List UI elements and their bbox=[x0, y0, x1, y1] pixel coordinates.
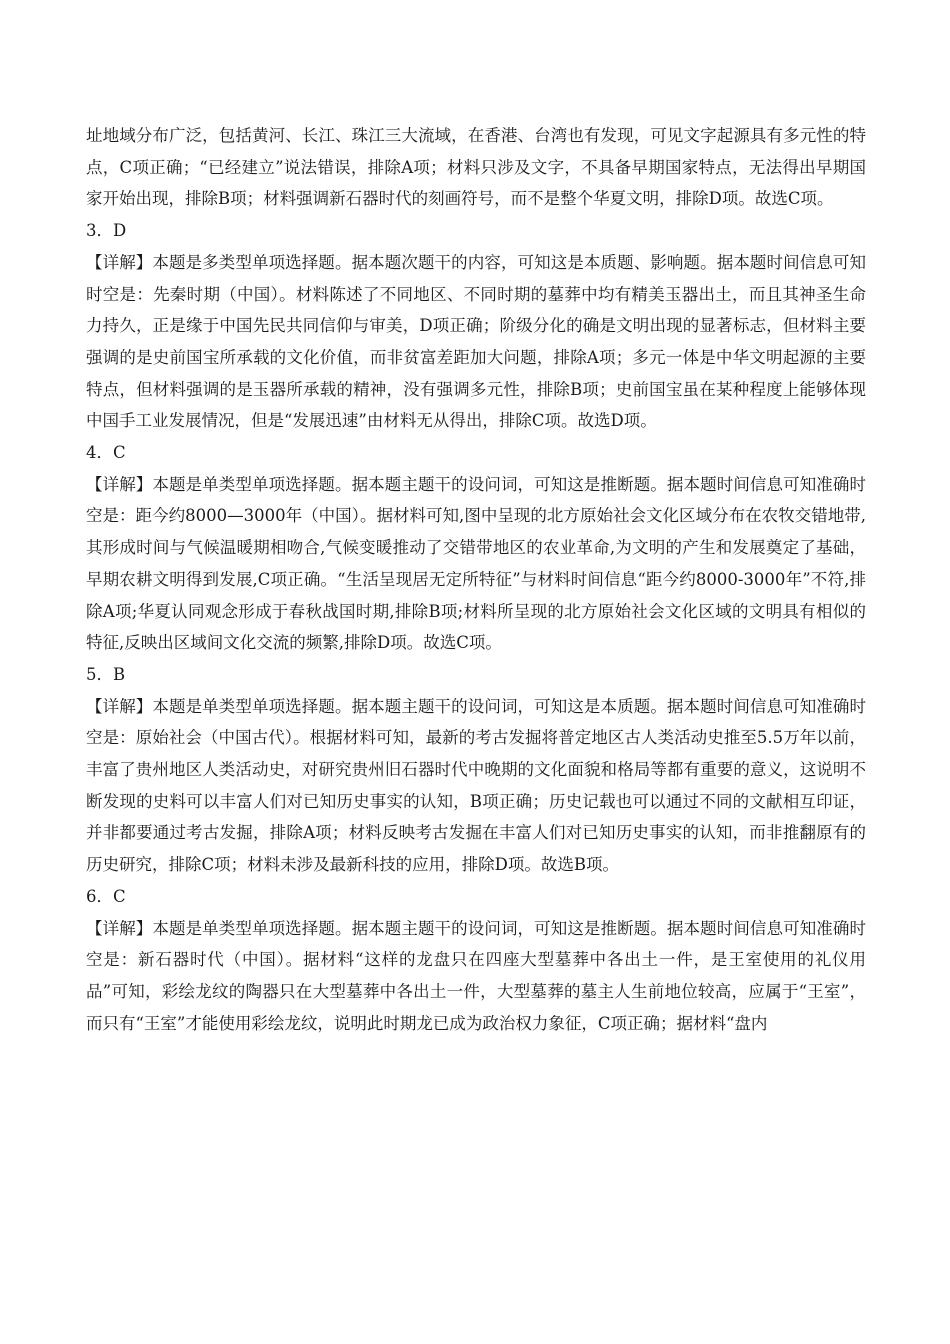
explanation-paragraph-3: 【详解】本题是多类型单项选择题。据本题次题干的内容，可知这是本质题、影响题。据本题时间信息可知时空是：先秦时期（中国）。材料陈述了不同地区、不同时期的墓葬中均有精美玉器出土，而且其神圣生命力持久，正是缘于中国先民共同信仰与审美，D项正确；阶级分化的确是文明出现的显著标志，但材料主要强调的是史前国宝所承载的文化价值，而非贫富差距加大问题，排除A项；多元一体是中华文明起源的主要特点，但材料强调的是玉器所承载的精神，没有强调多元性，排除B项；史前国宝虽在某种程度上能够体现中国手工业发展情况，但是“发展迅速”由材料无从得出，排除C项。故选D项。 bbox=[86, 252, 866, 431]
explanation-paragraph-5: 【详解】本题是单类型单项选择题。据本题主题干的设问词，可知这是本质题。据本题时间信息可知准确时空是：原始社会（中国古代）。根据材料可知，最新的考古发掘将普定地区古人类活动史推至5.5万年以前，丰富了贵州地区人类活动史，对研究贵州旧石器时代中晚期的文化面貌和格局等都有重要的意义，这说明不断发现的史料可以丰富人们对已知历史事实的认知，B项正确；历史记载也可以通过不同的文献相互印证，并非都要通过考古发掘，排除A项；材料反映考古发掘在丰富人们对已知历史事实的认知，而非推翻原有的历史研究，排除C项；材料未涉及最新科技的应用，排除D项。故选B项。 bbox=[86, 696, 866, 875]
answer-label-6: 6．C bbox=[86, 886, 126, 906]
explanation-paragraph-4: 【详解】本题是单类型单项选择题。据本题主题干的设问词，可知这是推断题。据本题时间信息可知准确时空是：距今约8000—3000年（中国）。据材料可知,图中呈现的北方原始社会文化区域分布在农牧交错地带,其形成时间与气候温暖期相吻合,气候变暖推动了交错带地区的农业革命,为文明的产生和发展奠定了基础，早期农耕文明得到发展,C项正确。“生活呈现居无定所特征”与材料时间信息“距今约8000-3000年”不符,排除A项;华夏认同观念形成于春秋战国时期,排除B项;材料所呈现的北方原始社会文化区域的文明具有相似的特征,反映出区域间文化交流的频繁,排除D项。故选C项。 bbox=[86, 474, 866, 653]
explanation-paragraph-6: 【详解】本题是单类型单项选择题。据本题主题干的设问词，可知这是推断题。据本题时间信息可知准确时空是：新石器时代（中国）。据材料“这样的龙盘只在四座大型墓葬中各出土一件，是王室使用的礼仪用品”可知，彩绘龙纹的陶器只在大型墓葬中各出土一件，大型墓葬的墓主人生前地位较高，应属于“王室”，而只有“王室”才能使用彩绘龙纹，说明此时期龙已成为政治权力象征，C项正确；据材料“盘内 bbox=[86, 918, 866, 1033]
answer-label-5: 5．B bbox=[86, 664, 126, 684]
answer-label-3: 3．D bbox=[86, 221, 127, 241]
document-page bbox=[86, 120, 866, 1039]
answer-label-4: 4．C bbox=[86, 443, 126, 463]
explanation-paragraph-2-tail: 址地域分布广泛，包括黄河、长江、珠江三大流域，在香港、台湾也有发现，可见文字起源具有多元性的特点，C项正确；“已经建立”说法错误，排除A项；材料只涉及文字，不具备早期国家特点，无法得出早期国家开始出现，排除B项；材料强调新石器时代的刻画符号，而不是整个华夏文明，排除D项。故选C项。 bbox=[86, 126, 866, 209]
